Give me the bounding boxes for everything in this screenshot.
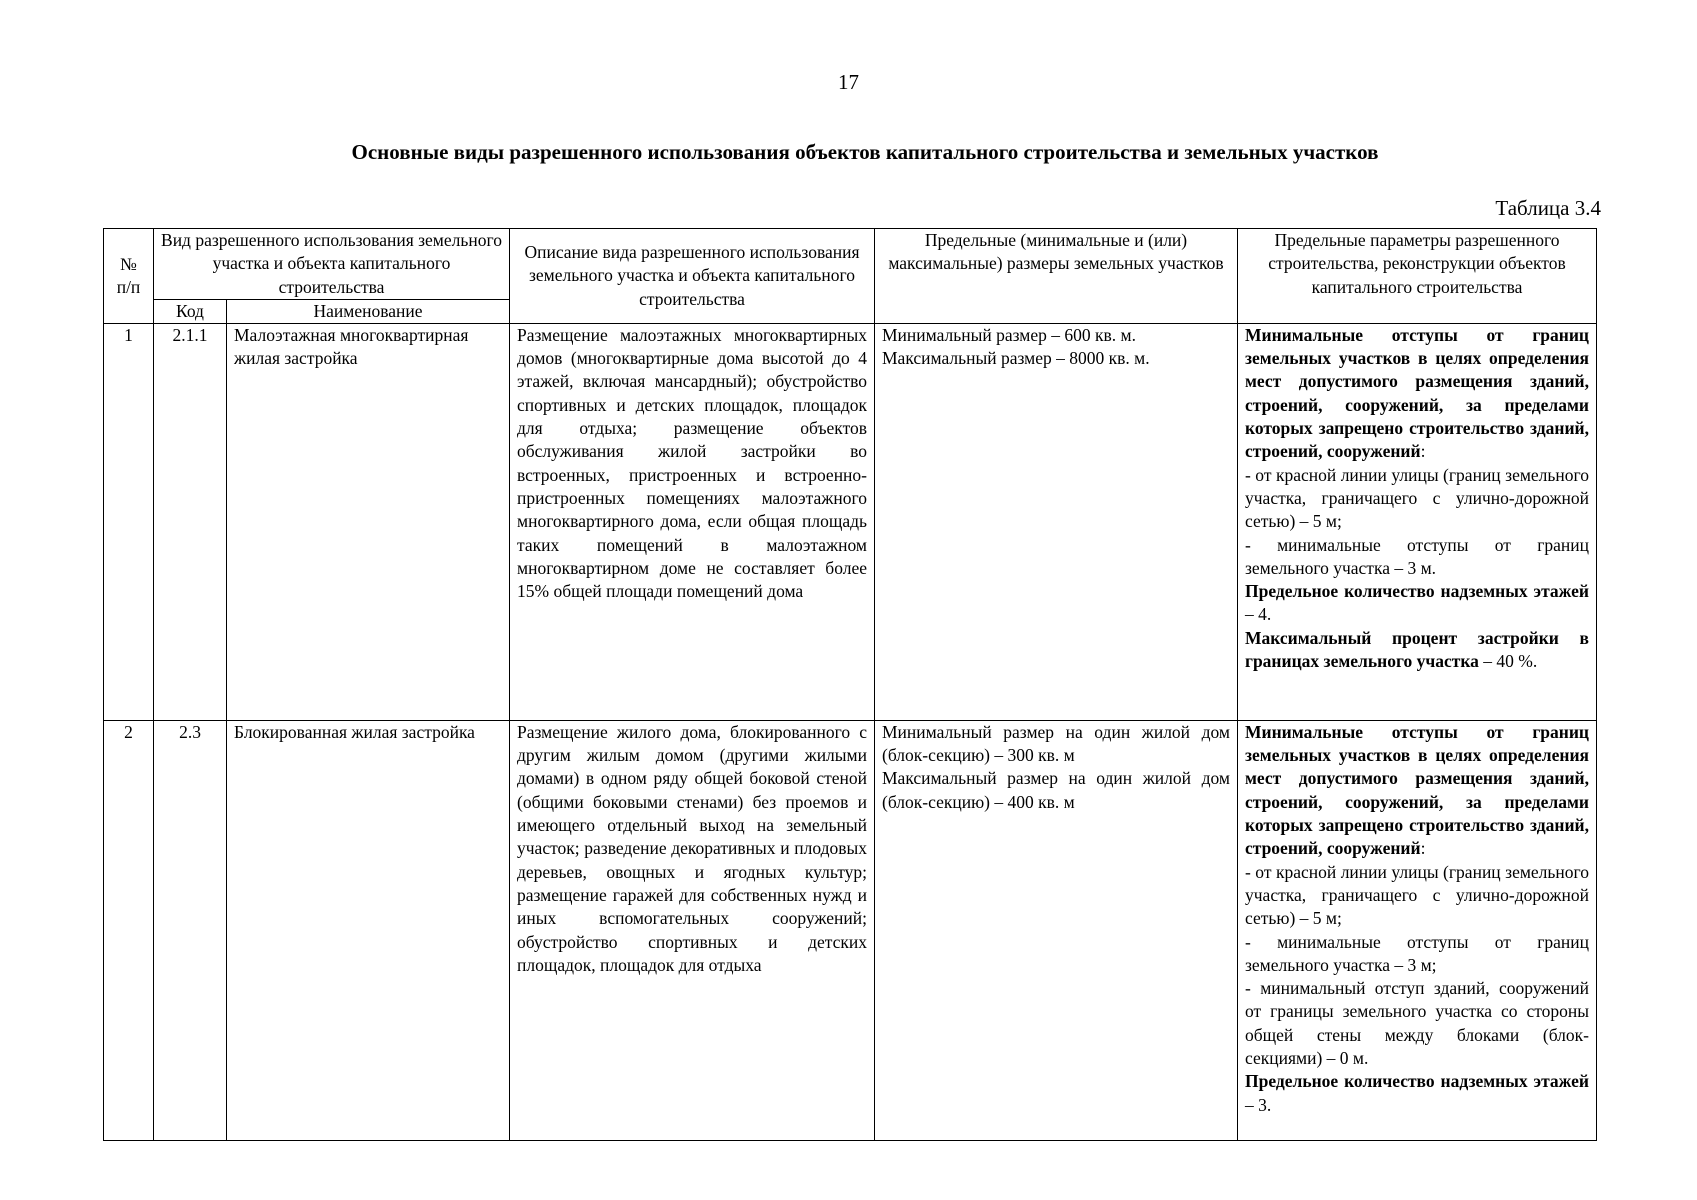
coverage-paragraph [1245,627,1589,674]
setback-paragraph [1245,324,1589,464]
row-sizes [875,720,1238,1140]
row-params [1238,323,1597,720]
param-item: - минимальные отступы от границ земельного участка – 3 м. [1245,534,1589,578]
permitted-use-table [103,228,1597,1141]
floors-value: – 4. [1245,604,1272,625]
header-num: № п/п [104,229,154,324]
row-code: 2.3 [154,720,227,1140]
row-sizes [875,323,1238,720]
coverage-label: Максимальный процент застройки в границах земельного участка [1245,627,1589,672]
size-min: Минимальный размер на один жилой дом (блок-секцию) – 300 кв. м [882,721,1230,766]
param-item: - минимальные отступы от границ земельного участка – 3 м; [1245,931,1589,975]
page-title: Основные виды разрешенного использования объектов капитального строительства и земельных участков [351,140,1379,164]
size-min: Минимальный размер – 600 кв. м. [882,324,1136,345]
param-item: - от красной линии улицы (границ земельного участка, граничащего с улично-дорожной сетью) – 5 м; [1245,464,1589,532]
table-row [104,720,1597,1140]
param-item: - от красной линии улицы (границ земельного участка, граничащего с улично-дорожной сетью) – 5 м; [1245,861,1589,929]
floors-label: Предельное количество надземных этажей [1245,581,1589,602]
setback-heading: Минимальные отступы от границ земельных участков в целях определения мест допустимого размещения зданий, строений, сооружений, за пределами которых запрещено строительство зданий, строений, сооружений [1245,324,1589,462]
size-max: Максимальный размер – 8000 кв. м. [882,348,1150,369]
floors-label: Предельное количество надземных этажей [1245,1071,1589,1092]
row-name: Малоэтажная многоквартирная жилая застройка [227,323,510,720]
floors-paragraph [1245,1070,1589,1117]
floors-paragraph [1245,580,1589,627]
header-vri-group: Вид разрешенного использования земельного участка и объекта капитального строительства [154,229,510,300]
floors-value: – 3. [1245,1094,1272,1115]
header-row [104,229,1597,300]
header-name: Наименование [227,299,510,323]
row-description: Размещение жилого дома, блокированного с другим жилым домом (другими жилыми домами) в одном ряду общей боковой стеной (общими боковыми стенами) без проемов и имеющего отдельный выход на земельный участок; разведение декоративных и плодовых деревьев, овощных и ягодных культур; размещение гаражей для собственных нужд и иных вспомогательных сооружений; обустройство спортивных и детских площадок, площадок для отдыха [510,720,875,1140]
header-code: Код [154,299,227,323]
header-params: Предельные параметры разрешенного строительства, реконструкции объектов капитального строительства [1238,229,1597,324]
table-label: Таблица 3.4 [1495,196,1601,220]
coverage-value: – 40 %. [1478,651,1538,672]
header-sizes: Предельные (минимальные и (или) максимальные) размеры земельных участков [875,229,1238,324]
row-code: 2.1.1 [154,323,227,720]
row-num: 2 [104,720,154,1140]
row-params [1238,720,1597,1140]
table-row [104,323,1597,720]
param-item: - минимальный отступ зданий, сооружений от границы земельного участка со стороны общей стены между блоками (блок-секциями) – 0 м. [1245,978,1589,1069]
header-description: Описание вида разрешенного использования земельного участка и объекта капитального строительства [510,229,875,324]
setback-heading-tail: : [1420,441,1426,462]
size-max: Максимальный размер на один жилой дом (блок-секцию) – 400 кв. м [882,768,1230,812]
setback-heading-tail: : [1420,838,1426,859]
row-description: Размещение малоэтажных многоквартирных домов (многоквартирные дома высотой до 4 этажей, включая мансардный); обустройство спортивных и детских площадок, площадок для отдыха; размещение объектов обслуживания жилой застройки во встроенных, пристроенных и встроенно-пристроенных помещениях малоэтажного многоквартирного дома, если общая площадь таких помещений в малоэтажном многоквартирном доме не составляет более 15% общей площади помещений дома [510,323,875,720]
page-number: 17 [838,70,859,94]
row-name: Блокированная жилая застройка [227,720,510,1140]
setback-heading: Минимальные отступы от границ земельных участков в целях определения мест допустимого размещения зданий, строений, сооружений, за пределами которых запрещено строительство зданий, строений, сооружений [1245,721,1589,859]
row-num: 1 [104,323,154,720]
setback-paragraph [1245,721,1589,861]
